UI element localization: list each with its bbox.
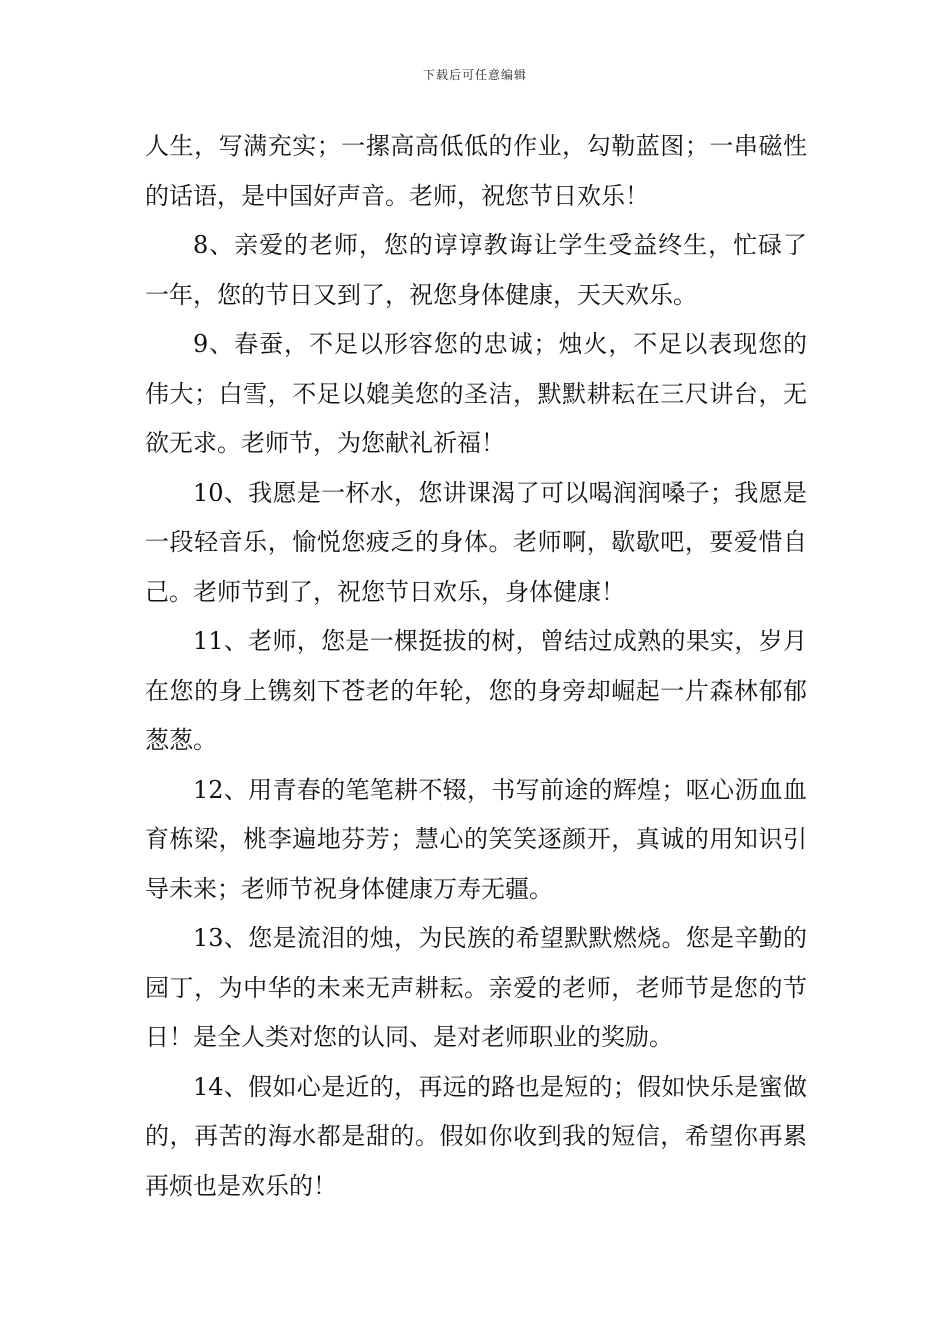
page-header: 下载后可任意编辑 <box>422 68 527 82</box>
document-body <box>145 122 807 1211</box>
paragraph-continued: 人生，写满充实；一摞高高低低的作业，勾勒蓝图；一串磁性的话语，是中国好声音。老师，祝您节日欢乐！ <box>145 132 807 210</box>
paragraph-item-9: 9、春蚕，不足以形容您的忠诚；烛火，不足以表现您的伟大；白雪，不足以媲美您的圣洁，默默耕耘在三尺讲台，无欲无求。老师节，为您献礼祈福！ <box>145 330 807 457</box>
paragraph-item-13: 13、您是流泪的烛，为民族的希望默默燃烧。您是辛勤的园丁，为中华的未来无声耕耘。亲爱的老师，老师节是您的节日！是全人类对您的认同、是对老师职业的奖励。 <box>145 924 807 1051</box>
paragraph-item-8: 8、亲爱的老师，您的谆谆教诲让学生受益终生，忙碌了一年，您的节日又到了，祝您身体健康，天天欢乐。 <box>145 231 807 309</box>
paragraph-item-10: 10、我愿是一杯水，您讲课渴了可以喝润润嗓子；我愿是一段轻音乐，愉悦您疲乏的身体。老师啊，歇歇吧，要爱惜自己。老师节到了，祝您节日欢乐，身体健康！ <box>145 478 807 606</box>
paragraph-item-12: 12、用青春的笔笔耕不辍，书写前途的辉煌；呕心沥血血育栋梁，桃李遍地芬芳；慧心的笑笑逐颜开，真诚的用知识引导未来；老师节祝身体健康万寿无疆。 <box>145 775 807 903</box>
paragraph-item-11: 11、老师，您是一棵挺拔的树，曾结过成熟的果实，岁月在您的身上镌刻下苍老的年轮，您的身旁却崛起一片森林郁郁葱葱。 <box>145 627 807 754</box>
paragraph-item-14: 14、假如心是近的，再远的路也是短的；假如快乐是蜜做的，再苦的海水都是甜的。假如你收到我的短信，希望你再累再烦也是欢乐的！ <box>145 1072 807 1200</box>
